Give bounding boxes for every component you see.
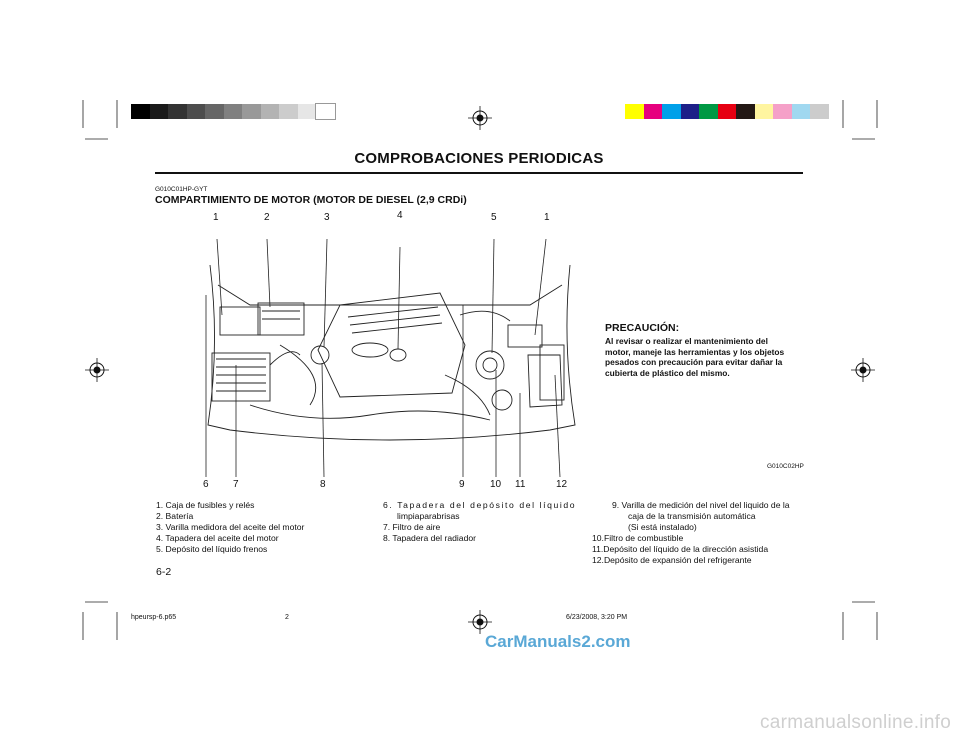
page-number: 6-2: [156, 566, 172, 578]
registration-target-icon: [468, 610, 492, 634]
section-heading: COMPARTIMIENTO DE MOTOR (MOTOR DE DIESEL (2,9 CRDi): [155, 194, 467, 206]
watermark-carmanualsonline: carmanualsonline.info: [760, 712, 952, 733]
caution-line: pesados con precaución para evitar dañar la: [605, 357, 783, 368]
legend-item: 2. Batería: [156, 511, 194, 521]
legend-column-2: [383, 500, 576, 544]
legend-item: 8. Tapadera del radiador: [383, 533, 477, 543]
callout-5: 5: [491, 212, 497, 223]
legend-item: 4. Tapadera del aceite del motor: [156, 533, 279, 543]
legend-item: 3. Varilla medidora del aceite del motor: [156, 522, 305, 532]
callout-3: 3: [324, 212, 330, 223]
registration-target-icon: [468, 106, 492, 130]
caution-body: [605, 336, 805, 378]
registration-target-icon: [851, 358, 875, 382]
caution-line: motor, maneje las herramientas y los objetos: [605, 346, 785, 357]
callout-2: 2: [264, 212, 270, 223]
registration-target-icon: [85, 358, 109, 382]
legend-item: 6. Tapadera del depósito del líquido: [383, 500, 577, 510]
callout-10: 10: [490, 479, 502, 490]
callout-9: 9: [459, 479, 465, 490]
caution-heading: PRECAUCIÓN:: [605, 322, 680, 334]
callout-1b: 1: [544, 212, 550, 223]
page-title: COMPROBACIONES PERIODICAS: [354, 150, 604, 167]
legend-item: limpiaparabrisas: [397, 511, 460, 521]
footer-page: 2: [285, 614, 289, 621]
callout-11: 11: [515, 479, 526, 490]
callout-1: 1: [213, 212, 219, 223]
legend-item: caja de la transmisión automática: [628, 511, 756, 521]
legend-item: 12.Depósito de expansión del refrigerante: [592, 555, 752, 565]
legend-item: 5. Depósito del líquido frenos: [156, 544, 268, 554]
legend-item: 10.Filtro de combustible: [592, 533, 684, 543]
callout-12: 12: [556, 479, 568, 490]
figure-code: G010C02HP: [767, 463, 804, 470]
section-code: G010C01HP-GYT: [155, 186, 208, 193]
callout-8: 8: [320, 479, 326, 490]
title-rule: [155, 172, 803, 174]
caution-line: cubierta de plástico del mismo.: [605, 367, 730, 378]
callout-6: 6: [203, 479, 209, 490]
watermark-carmanuals2: CarManuals2.com: [485, 632, 631, 651]
caution-line: Al revisar o realizar el mantenimiento del: [605, 336, 768, 346]
legend-item: 9. Varilla de medición del nivel del liquido de la: [612, 500, 790, 510]
legend-item: 7. Filtro de aire: [383, 522, 441, 532]
legend-item: 1. Caja de fusibles y relés: [156, 500, 255, 510]
legend-column-3: [592, 500, 790, 566]
callout-7: 7: [233, 479, 239, 490]
engine-compartment-illustration: [190, 225, 590, 495]
footer-filename: hpeursp-6.p65: [131, 614, 177, 621]
callout-4: 4: [397, 210, 403, 221]
legend-item: (Si está instalado): [628, 522, 697, 532]
legend-column-1: [156, 500, 304, 555]
footer-date: 6/23/2008, 3:20 PM: [566, 614, 628, 621]
legend-item: 11.Depósito del líquido de la dirección asistida: [592, 544, 769, 554]
